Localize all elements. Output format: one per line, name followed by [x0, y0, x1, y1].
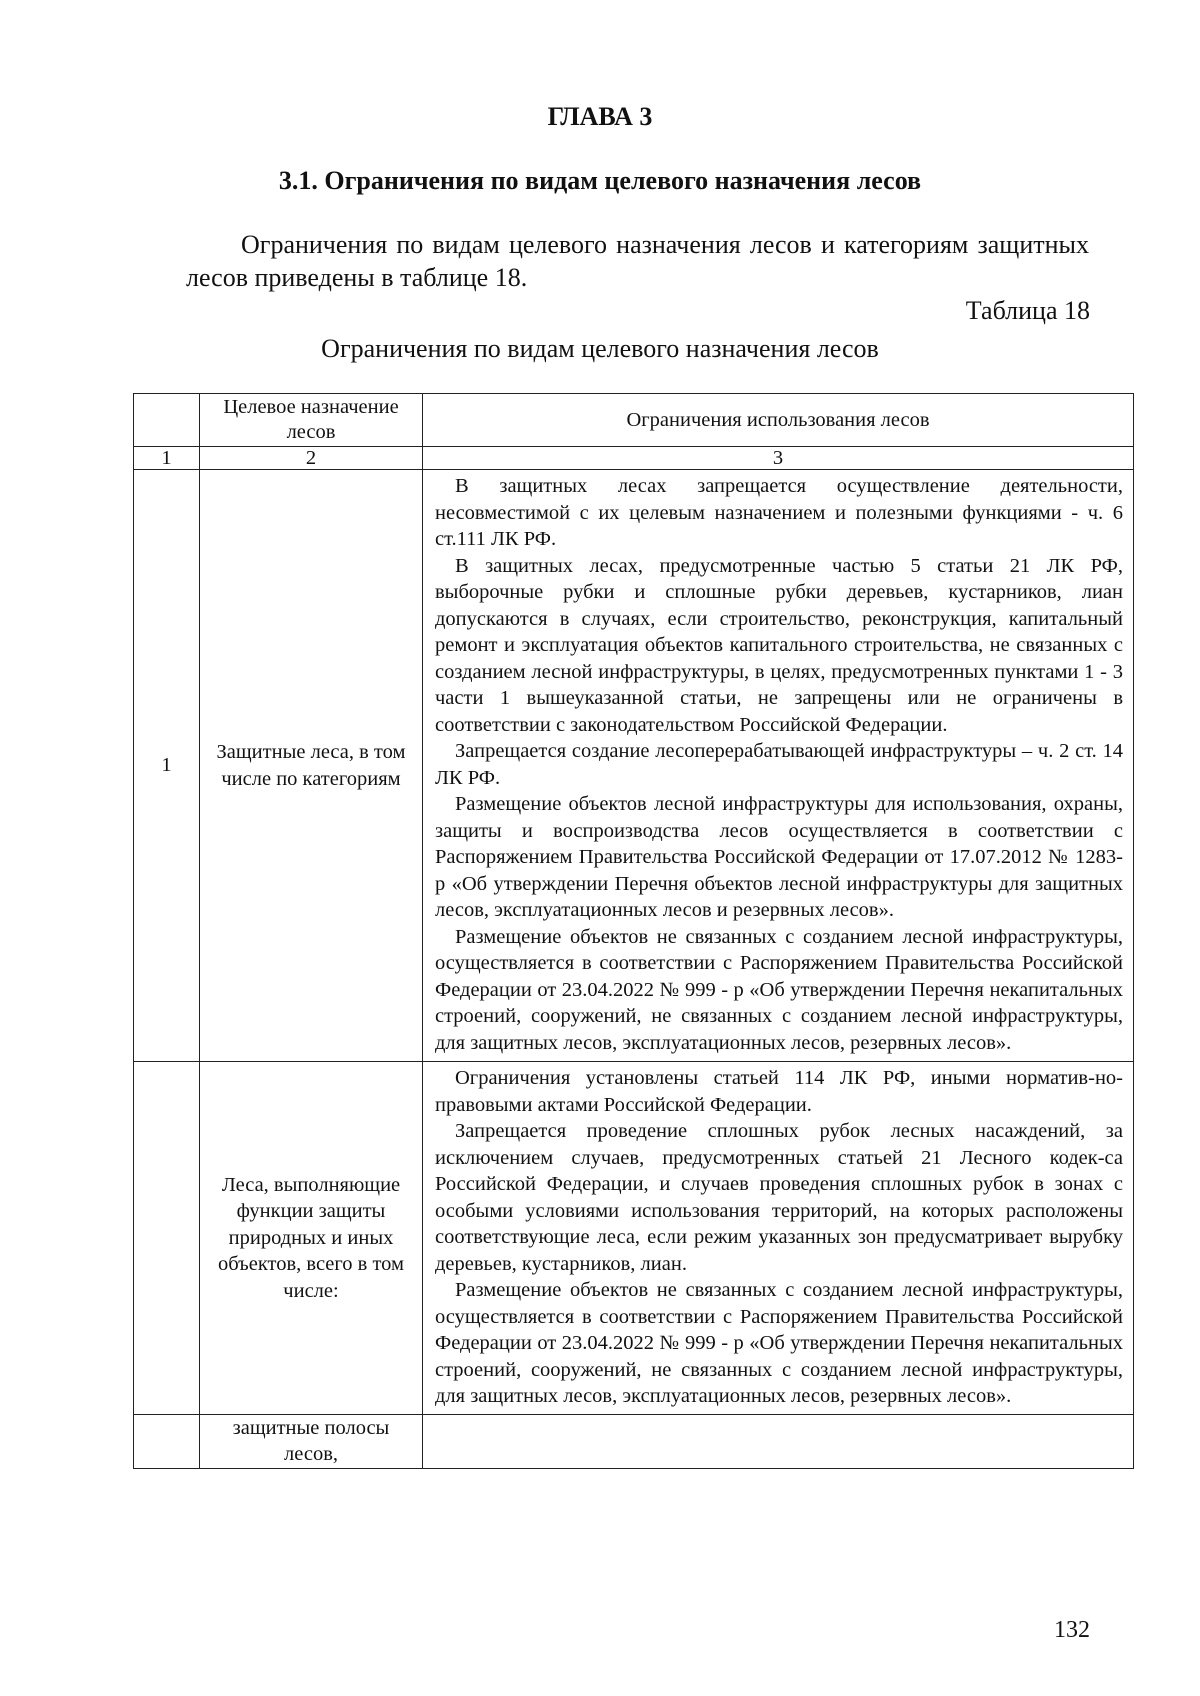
row-purpose-cell: Леса, выполняющие функции защиты природных и иных объектов, всего в том числе:: [200, 1062, 423, 1415]
restriction-paragraph: В защитных лесах, предусмотренные частью 5 статьи 21 ЛК РФ, выборочные рубки и сплошные рубки деревьев, кустарников, лиан допускаются в случаях, если строительство, реконструкция, капитальный ремонт и эксплуатация объектов капитального строительства, не связанных с созданием лесной инфраструктуры, в целях, предусмотренных пунктами 1 - 3 части 1 вышеуказанной статьи, не запрещены или не ограничены в соответствии с законодательством Российской Федерации.: [435, 554, 1123, 736]
column-index-cell: 3: [423, 447, 1134, 470]
section-title: 3.1. Ограничения по видам целевого назначения лесов: [278, 166, 922, 195]
table-row: [134, 470, 1134, 1062]
table-number: Таблица 18: [965, 296, 1090, 325]
row-number-cell: 1: [134, 470, 200, 1062]
column-index-cell: 2: [200, 447, 423, 470]
table-caption: Ограничения по видам целевого назначения лесов: [321, 334, 879, 363]
header-cell-restrictions: Ограничения использования лесов: [423, 394, 1134, 447]
header-cell-number: [134, 394, 200, 447]
restriction-paragraph: Размещение объектов не связанных с созданием лесной инфраструктуры, осуществляется в соответствии с Распоряжением Правительства Российской Федерации от 23.04.2022 № 999 - р «Об утверждении Перечня некапитальных строений, сооружений, не связанных с созданием лесной инфраструктуры, для защитных лесов, эксплуатационных лесов, резервных лесов».: [435, 1279, 1123, 1407]
row-restrictions-cell: [423, 1414, 1134, 1468]
chapter-title: ГЛАВА 3: [547, 102, 653, 131]
restriction-paragraph: Запрещается проведение сплошных рубок лесных насаждений, за исключением случаев, предусмотренных статьей 21 Лесного кодек-са Российской Федерации, и случаев проведения сплошных рубок в зонах с особыми условиями использования территорий, на которых расположены соответствующие леса, если режим указанных зон предусматривает вырубку деревьев, кустарников, лиан.: [435, 1120, 1123, 1275]
page-number: 132: [1054, 1617, 1090, 1643]
restriction-paragraph: Ограничения установлены статьей 114 ЛК РФ, иными норматив-но-правовыми актами Российской Федерации.: [435, 1067, 1123, 1116]
row-number-cell: [134, 1062, 200, 1415]
restriction-paragraph: Размещение объектов лесной инфраструктуры для использования, охраны, защиты и воспроизводства лесов осуществляется в соответствии с Распоряжением Правительства Российской Федерации от 17.07.2012 № 1283-р «Об утверждении Перечня объектов лесной инфраструктуры для защитных лесов, эксплуатационных лесов и резервных лесов».: [435, 793, 1123, 921]
restrictions-table: [133, 393, 1134, 1469]
row-restrictions-cell: [423, 470, 1134, 1062]
restriction-paragraph: В защитных лесах запрещается осуществление деятельности, несовместимой с их целевым назначением и полезными функциями - ч. 6 ст.111 ЛК РФ.: [435, 475, 1123, 550]
row-purpose-cell: защитные полосы лесов,: [200, 1414, 423, 1468]
row-restrictions-cell: [423, 1062, 1134, 1415]
restriction-paragraph: Запрещается создание лесоперерабатывающей инфраструктуры – ч. 2 ст. 14 ЛК РФ.: [435, 740, 1123, 789]
table-row: [134, 1062, 1134, 1415]
intro-paragraph: Ограничения по видам целевого назначения лесов и категориям защитных лесов приведены в таблице 18.: [186, 230, 1089, 292]
column-index-row: [134, 447, 1134, 470]
column-index-cell: 1: [134, 447, 200, 470]
row-number-cell: [134, 1414, 200, 1468]
restriction-paragraph: Размещение объектов не связанных с созданием лесной инфраструктуры, осуществляется в соответствии с Распоряжением Правительства Российской Федерации от 23.04.2022 № 999 - р «Об утверждении Перечня некапитальных строений, сооружений, не связанных с созданием лесной инфраструктуры, для защитных лесов, эксплуатационных лесов, резервных лесов».: [435, 925, 1123, 1054]
table-row: [134, 1414, 1134, 1468]
table-header-row: [134, 394, 1134, 447]
row-purpose-cell: Защитные леса, в том числе по категориям: [200, 470, 423, 1062]
header-cell-purpose: Целевое назначение лесов: [200, 394, 423, 447]
